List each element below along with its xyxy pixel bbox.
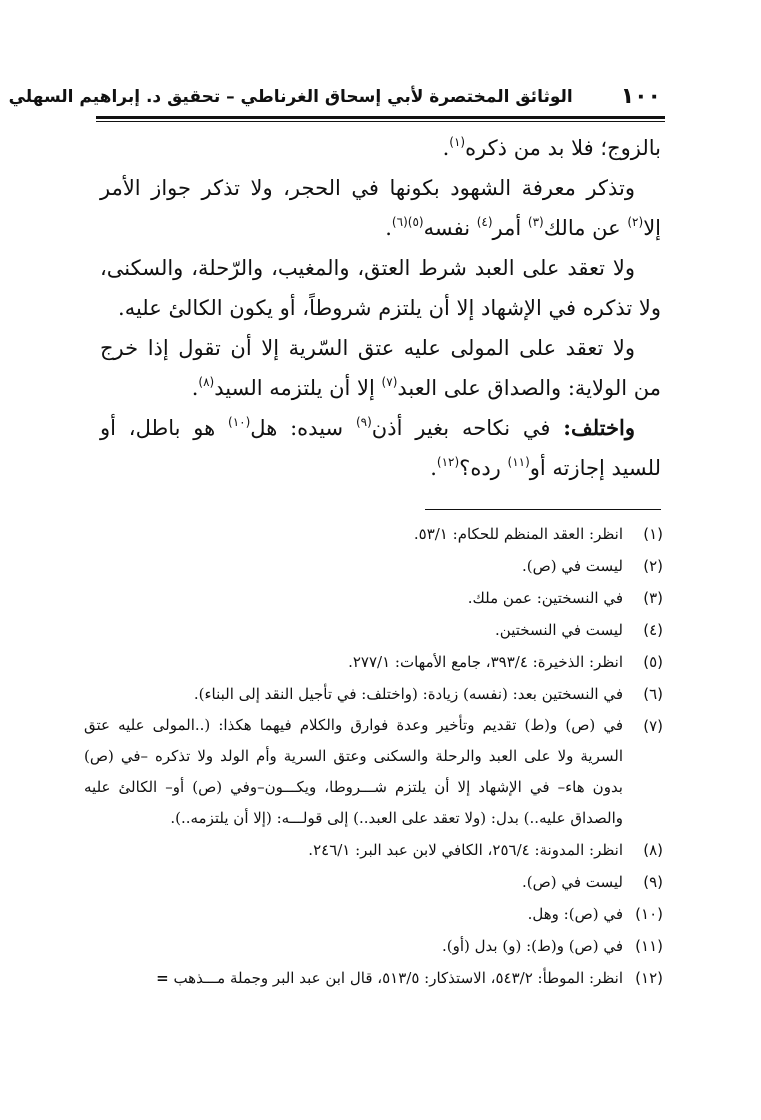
text-run: عن مالك — [543, 216, 628, 240]
footnote-text: في (ص): وهل. — [527, 905, 623, 923]
footnote-text: انظر: الذخيرة: ٣٩٣/٤، جامع الأمهات: ٢٧٧/١. — [348, 653, 623, 671]
footnote-number: (٣) — [643, 589, 663, 607]
footnote-6 — [84, 678, 663, 710]
footnote-separator — [425, 509, 661, 510]
footnote-ref-7[interactable]: (٧) — [381, 375, 398, 389]
footnote-text: ليست في (ص). — [521, 873, 623, 891]
footnote-9 — [84, 866, 663, 898]
footnote-text: في النسختين: عمن ملك. — [467, 589, 623, 607]
continuation-mark: = — [156, 969, 169, 987]
footnote-ref-3[interactable]: (٣) — [527, 215, 544, 229]
text-run: ولا تعقد على المولى عليه عتق السّرية إلا أن تقول إذا خرج من الولاية: والصداق على العبد — [100, 336, 661, 400]
text-run: بالزوج؛ فلا بد من ذكره — [465, 136, 661, 160]
text-run: في نكاحه بغير أذن — [371, 416, 564, 440]
footnote-5 — [84, 646, 663, 678]
text-run: أمر — [492, 216, 528, 240]
footnote-text: ليست في (ص). — [521, 557, 623, 575]
footnote-text: انظر: العقد المنظم للحكام: ٥٣/١. — [413, 525, 623, 543]
footnote-7 — [84, 710, 663, 834]
text-run: رده؟ — [459, 456, 508, 480]
text-run: هو باطل، أو للسيد إجازته أو — [100, 416, 661, 480]
footnote-ref-10[interactable]: (١٠) — [228, 415, 251, 429]
footnote-number: (٢) — [643, 557, 663, 575]
text-run: سيده: هل — [250, 416, 356, 440]
footnote-ref-6[interactable]: (٦) — [391, 215, 408, 229]
footnote-number: (١١) — [635, 937, 663, 955]
footnote-number: (١) — [643, 525, 663, 543]
footnote-number: (٤) — [643, 621, 663, 639]
text-run: . — [430, 456, 437, 480]
paragraph-5 — [100, 408, 661, 488]
footnote-ref-2[interactable]: (٢) — [627, 215, 644, 229]
text-run: . — [442, 136, 450, 160]
footnote-1 — [84, 518, 663, 550]
footnotes — [84, 518, 663, 994]
footnote-number: (٦) — [643, 685, 663, 703]
text-run: . — [191, 376, 199, 400]
page-number: ١٠٠ — [620, 84, 661, 109]
footnote-text: في (ص) و(ط) تقديم وتأخير وعدة فوارق والكلام فيهما هكذا: (..المولى عليه عتق السرية ولا على العبد والرحلة والسكنى وعتق السرية وأم الولد ولا تذكره –في (ص) بدون هاء– في الإشهاد إلا أن يلتزم شـــروطا، ويكـــون–وفي (ص) أو– الكالئ عليه والصداق عليه..) بدل: (ولا تعقد على العبد..) إلى قولـــه: (إلا أن يلتزمه..). — [84, 716, 623, 827]
footnote-number: (٩) — [643, 873, 663, 891]
footnote-2 — [84, 550, 663, 582]
footnote-ref-8[interactable]: (٨) — [198, 375, 215, 389]
footnote-ref-11[interactable]: (١١) — [507, 455, 530, 469]
footnote-ref-5[interactable]: (٥) — [407, 215, 424, 229]
paragraph-2 — [100, 168, 661, 248]
paragraph-3: ولا تعقد على العبد شرط العتق، والمغيب، والرّحلة، والسكنى، ولا تذكره في الإشهاد إلا أن يلتزم شروطاً، أو يكون الكالئ عليه. — [100, 256, 661, 320]
footnote-number: (٧) — [643, 717, 663, 735]
paragraph-1 — [100, 128, 661, 168]
footnote-text: انظر: المدونة: ٢٥٦/٤، الكافي لابن عبد البر: ٢٤٦/١. — [308, 841, 623, 859]
footnote-ref-9[interactable]: (٩) — [355, 415, 372, 429]
footnote-number: (٨) — [643, 841, 663, 859]
footnote-11 — [84, 930, 663, 962]
header-rule — [96, 116, 665, 119]
footnote-number: (١٢) — [635, 969, 663, 987]
footnote-12 — [84, 962, 663, 994]
bold-term: واختلف: — [563, 415, 635, 440]
footnote-number: (١٠) — [635, 905, 663, 923]
text-run: . — [385, 216, 392, 240]
footnote-number: (٥) — [643, 653, 663, 671]
footnote-ref-4[interactable]: (٤) — [476, 215, 493, 229]
footnote-text: في (ص) و(ط): (و) بدل (أو). — [441, 937, 623, 955]
text-run: إلا أن يلتزمه السيد — [214, 376, 382, 400]
running-title: الوثائق المختصرة لأبي إسحاق الغرناطي – تحقيق د. إبراهيم السهلي — [8, 87, 573, 107]
footnote-10 — [84, 898, 663, 930]
footnote-text: ليست في النسختين. — [495, 621, 623, 639]
running-header — [8, 80, 661, 110]
footnote-text — [84, 962, 623, 994]
paragraph-4 — [100, 328, 661, 408]
footnote-ref-1[interactable]: (١) — [449, 135, 466, 149]
footnote-3 — [84, 582, 663, 614]
footnote-text: في النسختين بعد: (نفسه) زيادة: (واختلف: في تأجيل النقد إلى البناء). — [193, 685, 623, 703]
footnote-8 — [84, 834, 663, 866]
footnote-ref-12[interactable]: (١٢) — [436, 455, 460, 469]
main-text — [100, 128, 661, 488]
text-run: وتذكر معرفة الشهود بكونها في الحجر، ولا تذكر جواز الأمر إلا — [100, 176, 661, 240]
footnote-text-run: انظر: الموطأ: ٥٤٣/٢، الاستذكار: ٥١٣/٥، قال ابن عبد البر وجملة مـــذهب — [173, 969, 623, 987]
text-run: نفسه — [423, 216, 477, 240]
header-rule-thin — [96, 121, 665, 122]
footnote-4 — [84, 614, 663, 646]
